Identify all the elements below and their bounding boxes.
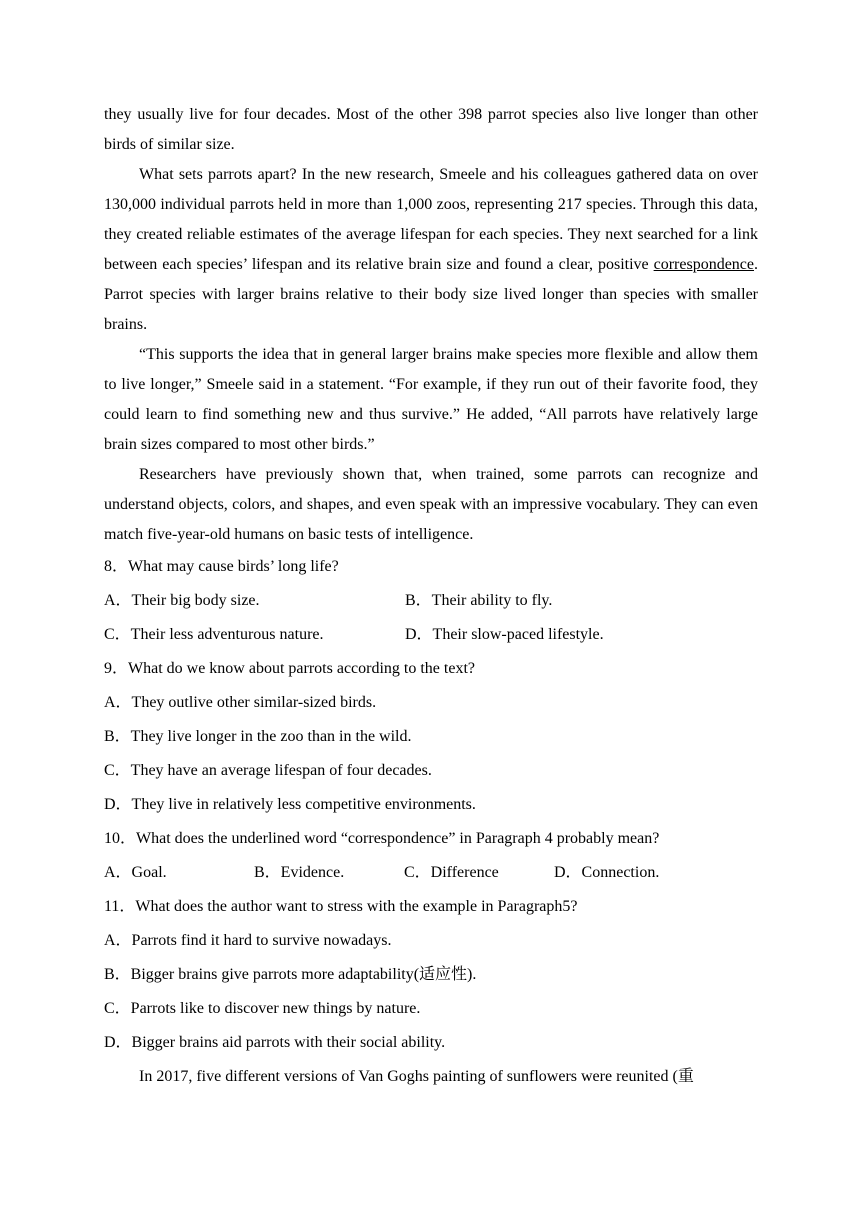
question-8-option-b: B．Their ability to fly. xyxy=(405,592,553,609)
paragraph-3: “This supports the idea that in general larger brains make species more flexible and allow them to live longer,” Smeele said in a statement. “For example, if they run out of their favorite food, they could learn to find something new and thus survive.” He added, “All parrots have relatively large brain sizes compared to most other birds.” xyxy=(104,346,758,453)
question-9-option-b: B．They live longer in the zoo than in the wild. xyxy=(104,728,412,745)
paragraph-1: they usually live for four decades. Most of the other 398 parrot species also live longer than other birds of similar size. xyxy=(104,106,758,153)
paragraph-2 xyxy=(104,160,758,340)
question-10-options-row xyxy=(104,856,758,890)
paragraph-2-text-a: What sets parrots apart? In the new research, Smeele and his colleagues gathered data on over 130,000 individual parrots held in more than 1,000 zoos, representing 217 species. Through this data, they created reliable estimates of the average lifespan for each species. They next searched for a link between each species’ lifespan and its relative brain size and found a clear, positive xyxy=(104,166,758,273)
question-10-option-b: B．Evidence. xyxy=(254,864,345,881)
question-11-stem: 11．What does the author want to stress with the example in Paragraph5? xyxy=(104,898,578,915)
question-10-stem: 10．What does the underlined word “correspondence” in Paragraph 4 probably mean? xyxy=(104,830,660,847)
question-11-option-d: D．Bigger brains aid parrots with their social ability. xyxy=(104,1034,446,1051)
question-9-option-c: C．They have an average lifespan of four decades. xyxy=(104,762,432,779)
underlined-word: correspondence xyxy=(653,256,754,273)
question-9-option-a: A．They outlive other similar-sized birds. xyxy=(104,694,377,711)
question-8-options-row-2 xyxy=(104,618,758,652)
question-9-stem: 9．What do we know about parrots according to the text? xyxy=(104,660,476,677)
next-passage-intro: In 2017, five different versions of Van Goghs painting of sunflowers were reunited (重 xyxy=(139,1068,694,1085)
question-10-option-c: C．Difference xyxy=(404,864,499,881)
question-8-options-row-1 xyxy=(104,584,758,618)
question-10-option-a: A．Goal. xyxy=(104,864,167,881)
question-11-option-b: B．Bigger brains give parrots more adaptability(适应性). xyxy=(104,966,477,983)
question-8-option-a: A．Their big body size. xyxy=(104,592,260,609)
paragraph-2-text-b: . Parrot species with larger brains relative to their body size lived longer than species with smaller brains. xyxy=(104,256,758,333)
document-body xyxy=(104,100,758,1094)
question-8-stem: 8．What may cause birds’ long life? xyxy=(104,558,339,575)
question-11-option-a: A．Parrots find it hard to survive nowadays. xyxy=(104,932,392,949)
question-10-option-d: D．Connection. xyxy=(554,864,660,881)
question-9-option-d: D．They live in relatively less competitive environments. xyxy=(104,796,476,813)
question-11-option-c: C．Parrots like to discover new things by nature. xyxy=(104,1000,421,1017)
paragraph-4: Researchers have previously shown that, when trained, some parrots can recognize and understand objects, colors, and shapes, and even speak with an impressive vocabulary. They can even match five-year-old humans on basic tests of intelligence. xyxy=(104,466,758,543)
question-8-option-c: C．Their less adventurous nature. xyxy=(104,626,324,643)
question-8-option-d: D．Their slow-paced lifestyle. xyxy=(405,626,604,643)
